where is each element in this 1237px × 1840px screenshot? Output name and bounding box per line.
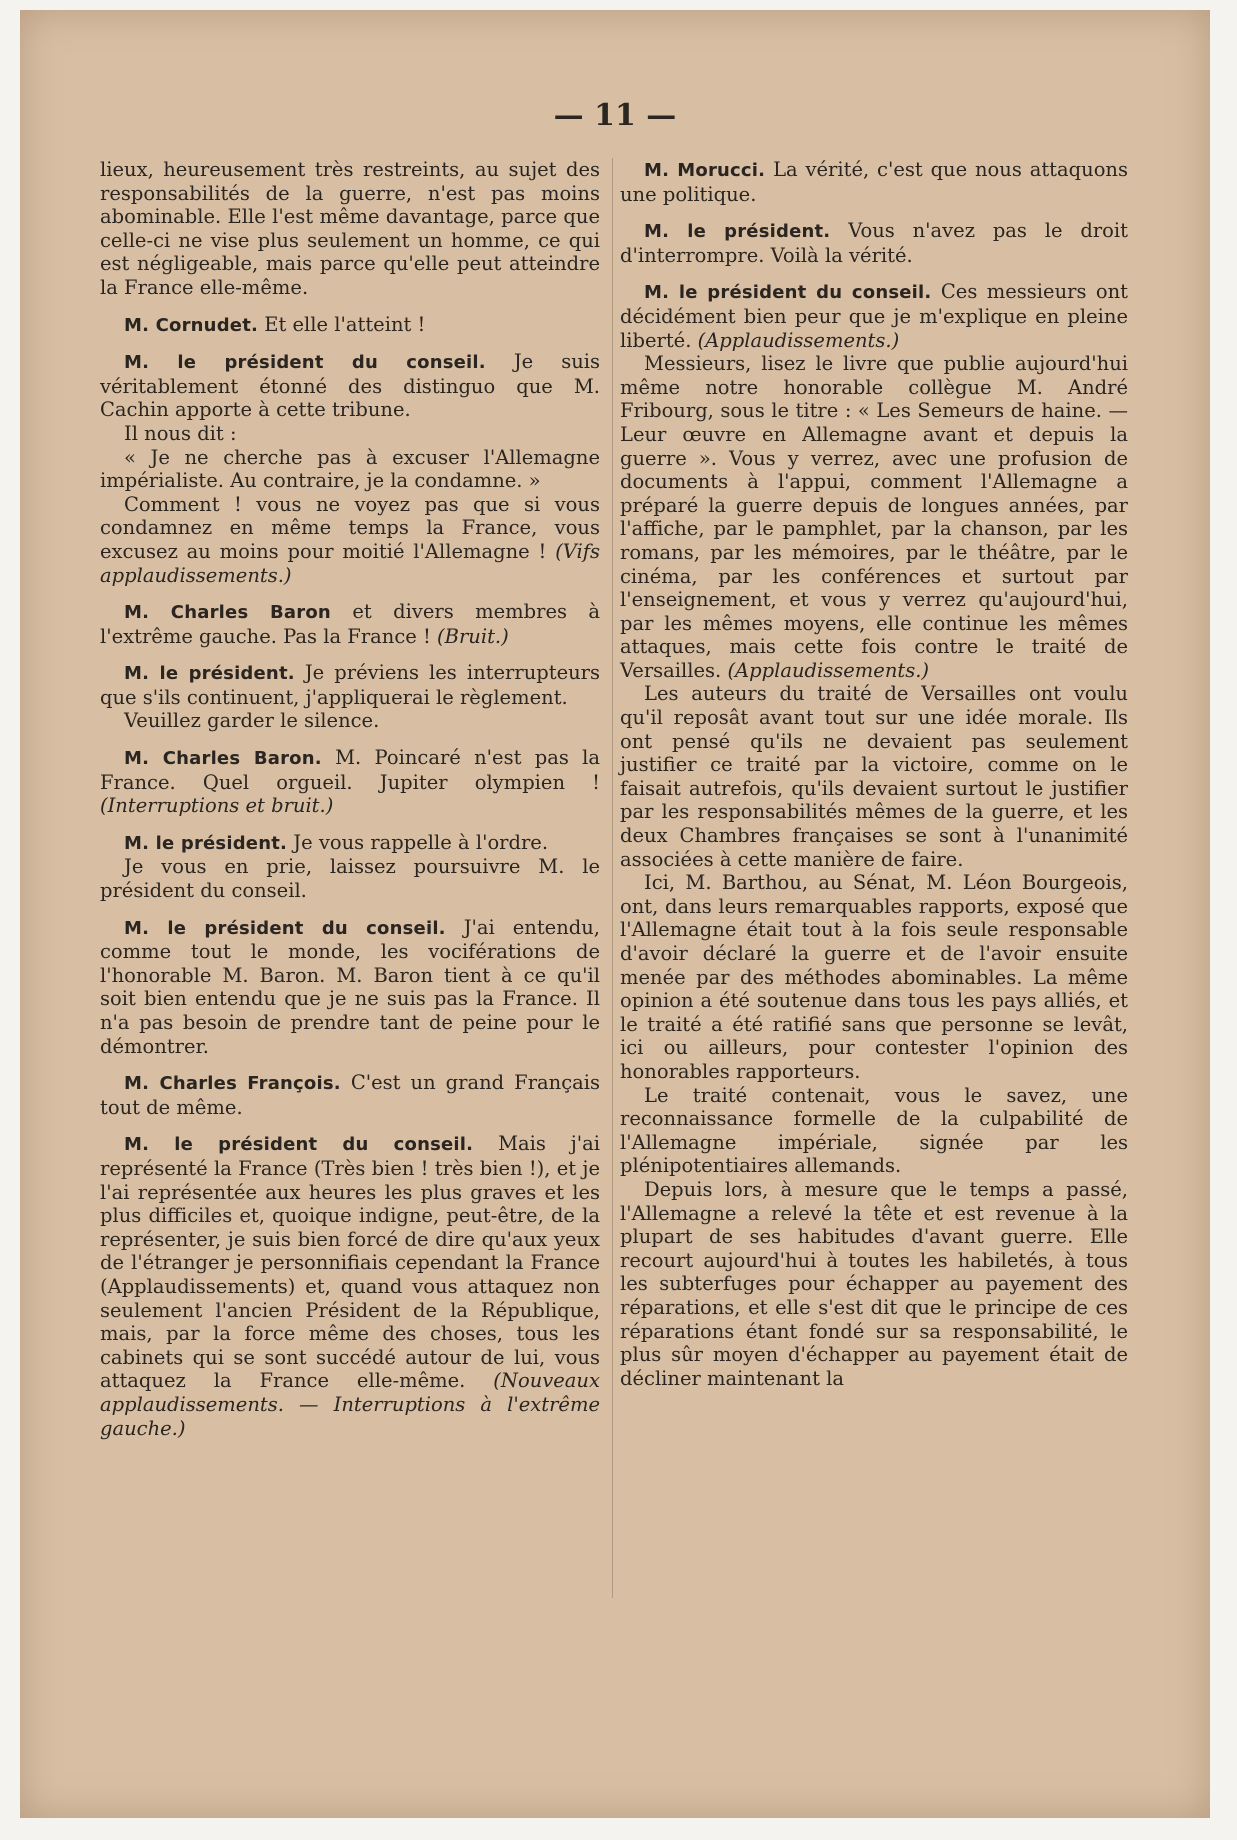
speaker-name: M. Morucci.: [644, 160, 766, 181]
paragraph: « Je ne cherche pas à excuser l'Allemagne impérialiste. Au contraire, je la condamne. »: [100, 445, 600, 493]
paragraph: Il nous dit :: [124, 421, 237, 445]
page-number: — 11 —: [553, 98, 677, 133]
speaker-name: M. le président.: [124, 832, 288, 854]
speaker-paragraph: M. le président du conseil. Je suis véritablement étonné des distinguo que M. Cachin apporte à cette tribune.: [100, 350, 601, 422]
speaker-paragraph: M. le président du conseil. Mais j'ai représenté la France (Très bien ! très bien !), et je l'ai représentée aux heures les plus graves et les plus difficiles et, quoique indigne, peut-être, de la représenter, je suis bien forcé de dire qu'aux yeux de l'étranger je personnifiais cependant la France (Applaudissements) et, quand vous attaquez non seulement l'ancien Président de la République, mais, par la force même des choses, tous les cabinets qui se sont succédé autour de lui, vous attaquez la France elle-même. (Nouveaux applaudissements. — Interruptions à l'extrême gauche.): [100, 1132, 601, 1440]
speaker-paragraph: M. le président du conseil. Ces messieurs ont décidément bien peur que je m'explique en pleine liberté. (Applaudissements.): [620, 280, 1129, 352]
right-column: [620, 158, 1128, 1390]
speaker-paragraph: M. le président. Vous n'avez pas le droit d'interrompre. Voilà la vérité.: [620, 219, 1128, 267]
aside: (Applaudissements.): [727, 658, 930, 682]
paragraph: Je vous en prie, laissez poursuivre M. le président du conseil.: [100, 855, 600, 903]
speaker-paragraph: M. Charles Baron. M. Poincaré n'est pas la France. Quel orgueil. Jupiter olympien ! (Interruptions et bruit.): [100, 746, 600, 818]
speaker-paragraph: M. Morucci. La vérité, c'est que nous attaquons une politique.: [620, 158, 1128, 206]
speaker-name: M. Charles Baron.: [124, 748, 322, 770]
aside: (Vifs applaudissements.): [100, 539, 600, 587]
speaker-name: M. Cornudet.: [124, 314, 259, 336]
speaker-paragraph: M. Charles François. C'est un grand Français tout de même.: [100, 1071, 600, 1119]
paragraph: Depuis lors, à mesure que le temps a passé, l'Allemagne a relevé la tête et est revenue à la plupart de ses habitudes d'avant guerre. Elle recourt aujourd'hui à toutes les habiletés, à tous les subterfuges pour échapper au payement des réparations, et elle s'est dit que le principe de ces réparations étant fondé sur sa responsabilité, le plus sûr moyen d'échapper au payement était de décliner maintenant la: [620, 1177, 1128, 1390]
speaker-name: M. le président du conseil.: [124, 1134, 474, 1156]
aside: (Applaudissements.): [697, 328, 900, 352]
speaker-paragraph: M. Cornudet. Et elle l'atteint !: [124, 312, 426, 336]
speaker-name: M. le président du conseil.: [124, 352, 486, 374]
speaker-name: M. le président du conseil.: [644, 282, 932, 304]
paragraph: Comment ! vous ne voyez pas que si vous condamnez en même temps la France, vous excusez au moins pour moitié l'Allemagne ! (Vifs applaudissements.): [100, 492, 600, 587]
paragraph: Ici, M. Barthou, au Sénat, M. Léon Bourgeois, ont, dans leurs remarquables rapports, exposé que l'Allemagne était tout à la fois seule responsable d'avoir déclaré la guerre et de l'avoir ensuite menée par des méthodes abominables. La même opinion a été soutenue dans tous les pays alliés, et le traité a été ratifié sans que personne se levât, ici ou ailleurs, pour contester l'opinion des honorables rapporteurs.: [620, 871, 1128, 1083]
paragraph: Le traité contenait, vous le savez, une reconnaissance formelle de la culpabilité de l'Allemagne impériale, signée par les plénipotentiaires allemands.: [620, 1083, 1128, 1178]
newspaper-page: [20, 10, 1210, 1818]
paragraph: lieux, heureusement très restreints, au sujet des responsabilités de la guerre, n'est pas moins abominable. Elle l'est même davantage, parce que celle-ci ne vise plus seulement un homme, ce qui est négligeable, mais parce qu'elle peut atteindre la France elle-même.: [100, 158, 600, 299]
speaker-name: M. Charles Baron: [124, 602, 331, 624]
speaker-name: M. le président du conseil.: [124, 917, 446, 939]
paragraph: Veuillez garder le silence.: [124, 709, 380, 733]
aside: (Bruit.): [437, 624, 509, 648]
speaker-paragraph: M. Charles Baron et divers membres à l'extrême gauche. Pas la France ! (Bruit.): [100, 600, 601, 648]
aside: (Interruptions et bruit.): [100, 794, 334, 818]
speaker-name: M. Charles François.: [124, 1073, 341, 1095]
speaker-name: M. le président.: [124, 663, 295, 685]
paragraph: Les auteurs du traité de Versailles ont voulu qu'il reposât avant tout sur une idée morale. Ils ont pensé qu'ils ne devaient pas seulement justifier ce traité par la victoire, comme on le faisait autrefois, qu'ils devaient surtout le justifier par les responsabilités mêmes de la guerre, et les deux Chambres françaises se sont à l'unanimité associées à cette manière de faire.: [620, 682, 1128, 871]
speaker-name: M. le président.: [644, 221, 831, 243]
speaker-paragraph: M. le président. Je vous rappelle à l'ordre.: [124, 830, 549, 854]
speaker-paragraph: M. le président du conseil. J'ai entendu, comme tout le monde, les vociférations de l'honorable M. Baron. M. Baron tient à ce qu'il soit bien entendu que je ne suis pas la France. Il n'a pas besoin de prendre tant de peine pour le démontrer.: [100, 915, 601, 1058]
column-divider: [612, 158, 613, 1598]
left-column: [100, 158, 600, 1440]
speaker-paragraph: M. le président. Je préviens les interrupteurs que s'ils continuent, j'appliquerai le règlement.: [100, 661, 600, 709]
paragraph: Messieurs, lisez le livre que publie aujourd'hui même notre honorable collègue M. André Fribourg, sous le titre : « Les Semeurs de haine. — Leur œuvre en Allemagne avant et depuis la guerre ». Vous y verrez, avec une profusion de documents à l'appui, comment l'Allemagne a préparé la guerre depuis de longues années, par l'affiche, par le pamphlet, par la chanson, par les romans, par les mémoires, par le théâtre, par le cinéma, par les conférences et surtout par l'enseignement, et vous y verrez qu'aujourd'hui, par les mêmes moyens, elle continue les mêmes attaques, mais cette fois contre le traité de Versailles. (Applaudissements.): [620, 352, 1128, 682]
aside: (Nouveaux applaudissements. — Interruptions à l'extrême gauche.): [100, 1369, 600, 1440]
